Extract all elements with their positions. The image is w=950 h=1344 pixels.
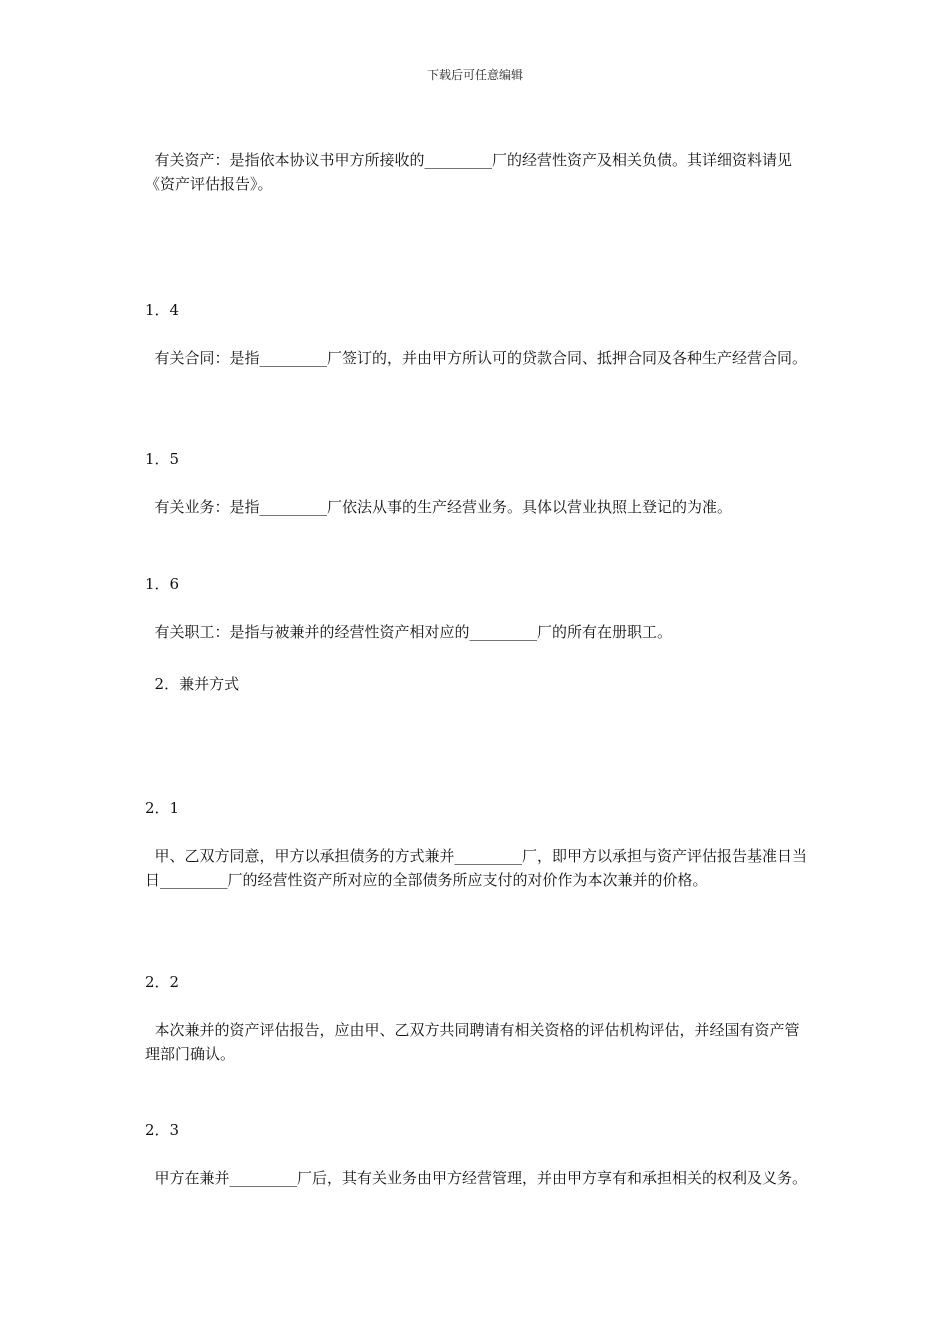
section-number: 1．5 — [145, 450, 180, 468]
section-1-5 — [145, 399, 810, 519]
page-header: 下载后可任意编辑 — [426, 68, 523, 82]
section-number: 2．1 — [145, 799, 180, 817]
section-number: 2．3 — [145, 1121, 180, 1139]
section-text: 甲、乙双方同意，甲方以承担债务的方式兼并_________厂，即甲方以承担与资产评估报告基准日当日_________厂的经营性资产所对应的全部债务所应支付的对价作为本次兼并的价格。 — [145, 847, 808, 889]
section-1-4 — [145, 250, 810, 370]
section-number: 1．4 — [145, 301, 180, 319]
section-related-assets — [145, 124, 810, 196]
section-2-3 — [145, 1070, 810, 1190]
section-text: 本次兼并的资产评估报告，应由甲、乙双方共同聘请有相关资格的评估机构评估，并经国有资产管理部门确认。 — [145, 1021, 800, 1063]
section-number: 2．2 — [145, 973, 180, 991]
section-heading: 2．兼并方式 — [154, 675, 240, 693]
section-text: 有关合同：是指_________厂签订的，并由甲方所认可的贷款合同、抵押合同及各种生产经营合同。 — [154, 349, 808, 367]
section-text: 有关职工：是指与被兼并的经营性资产相对应的_________厂的所有在册职工。 — [154, 623, 673, 641]
section-text: 有关业务：是指_________厂依法从事的生产经营业务。具体以营业执照上登记的为准。 — [154, 498, 733, 516]
section-1-6 — [145, 524, 810, 644]
section-2-1 — [145, 748, 810, 892]
section-2-2 — [145, 922, 810, 1066]
section-number: 1．6 — [145, 575, 180, 593]
section-text: 甲方在兼并_________厂后，其有关业务由甲方经营管理，并由甲方享有和承担相关的权利及义务。 — [154, 1169, 808, 1187]
section-text: 有关资产：是指依本协议书甲方所接收的_________厂的经营性资产及相关负债。其详细资料请见《资产评估报告》。 — [145, 151, 793, 193]
section-2-heading — [145, 648, 810, 696]
